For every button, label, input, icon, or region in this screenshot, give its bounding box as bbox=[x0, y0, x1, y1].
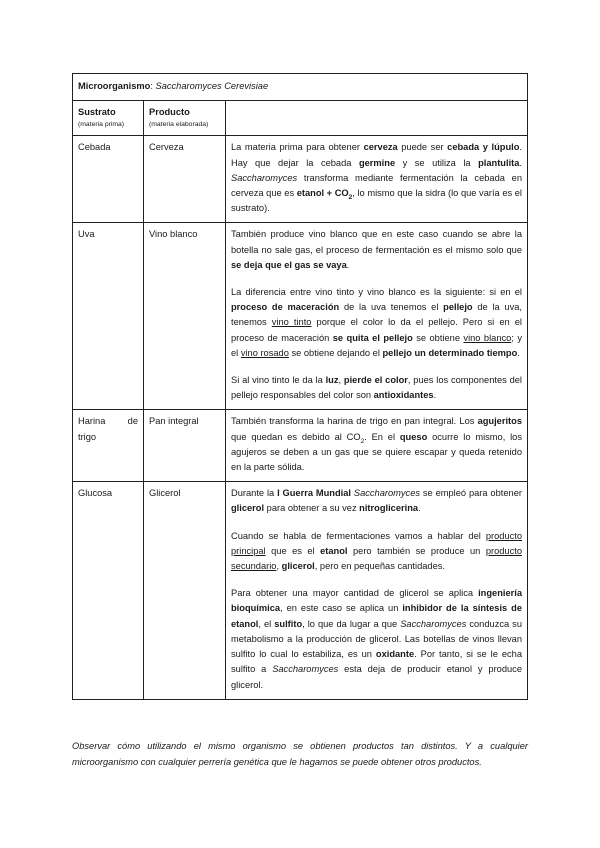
text-segment: vino blanco bbox=[463, 332, 512, 343]
text-segment: glicerol bbox=[231, 503, 265, 514]
text-segment: Saccharomyces bbox=[231, 172, 298, 183]
description-paragraph bbox=[231, 285, 522, 361]
description-paragraph bbox=[231, 373, 522, 403]
text-segment: . Hay que dejar la cebada bbox=[231, 142, 522, 168]
text-segment: producto principal bbox=[231, 530, 522, 556]
text-segment: pellejo bbox=[443, 302, 473, 313]
text-segment: I Guerra Mundial bbox=[277, 488, 351, 499]
text-segment: luz bbox=[325, 375, 339, 386]
text-segment: Saccharomyces bbox=[400, 618, 467, 629]
table-row bbox=[73, 410, 528, 482]
text-segment: pierde el color bbox=[343, 375, 408, 386]
text-segment: La diferencia entre vino tinto y vino blanco es la siguiente: si en el bbox=[231, 287, 522, 298]
description-cell bbox=[226, 410, 528, 482]
text-segment: se quita el pellejo bbox=[332, 332, 413, 343]
text-segment: . bbox=[346, 259, 350, 270]
title-separator: : bbox=[150, 81, 156, 91]
text-segment: Saccharomyces bbox=[272, 664, 339, 675]
text-segment: se obtiene dejando el bbox=[288, 347, 383, 358]
text-segment: producto secundario bbox=[231, 545, 522, 572]
text-segment: vino tinto bbox=[271, 317, 312, 328]
text-segment: . bbox=[517, 347, 520, 358]
description-paragraph bbox=[231, 486, 522, 516]
text-segment: Cuando se habla de fermentaciones vamos a hablar del bbox=[231, 530, 486, 541]
table-row bbox=[73, 482, 528, 699]
description-paragraph bbox=[231, 227, 522, 273]
text-segment: ocurre lo mismo, los agujeros se deben a un gas que se quiere escapar y queda retenido en la parte sólida. bbox=[231, 431, 522, 473]
text-segment: de la uva tenemos el bbox=[339, 302, 444, 313]
sustrato-cell: Harina de trigo bbox=[73, 410, 144, 482]
text-segment: Saccharomyces bbox=[353, 488, 421, 499]
header-description bbox=[226, 101, 528, 136]
producto-cell: Cerveza bbox=[144, 136, 226, 223]
text-segment: , el bbox=[258, 618, 275, 629]
text-segment: sulfito bbox=[274, 618, 303, 629]
text-segment: . Por tanto, si se le echa sulfito a bbox=[231, 649, 522, 675]
text-segment: se deja que el gas se vaya bbox=[231, 259, 347, 270]
sustrato-cell: Uva bbox=[73, 223, 144, 410]
text-segment: ; y el bbox=[231, 332, 522, 358]
text-segment: . bbox=[418, 503, 421, 514]
text-segment: , lo que da lugar a que bbox=[302, 618, 401, 629]
text-segment: puede ser bbox=[397, 142, 448, 153]
title-label: Microorganismo bbox=[78, 81, 151, 91]
text-segment: oxidante bbox=[375, 649, 415, 660]
description-paragraph bbox=[231, 529, 522, 575]
text-segment: glicerol bbox=[281, 561, 315, 572]
text-segment: etanol bbox=[320, 545, 348, 556]
header-producto-label: Producto bbox=[149, 107, 190, 118]
header-sustrato-sub: (materia prima) bbox=[78, 121, 125, 129]
text-segment: , lo mismo que la sidra (lo que varía es el sustrato). bbox=[231, 188, 522, 214]
text-segment: inhibidor de la síntesis de etanol bbox=[231, 603, 522, 629]
organism-name: Saccharomyces Cerevisiae bbox=[155, 81, 269, 91]
text-segment: , en este caso se aplica un bbox=[280, 603, 403, 614]
text-segment: , bbox=[276, 561, 282, 572]
header-sustrato bbox=[73, 101, 144, 136]
text-segment: . bbox=[433, 390, 437, 401]
text-segment: germine bbox=[358, 157, 396, 168]
text-segment: pero también se produce un bbox=[347, 545, 486, 556]
text-segment: , pues los componentes del pellejo responsables del color son bbox=[231, 375, 522, 401]
footer-note: Observar cómo utilizando el mismo organismo se obtienen productos tan distintos. Y a cualquier microorganismo con cualquier perrería genética que le hagamos se puede obtener otros productos. bbox=[72, 741, 528, 767]
text-segment: conduzca su metabolismo a la producción de glicerol. Las botellas de vinos llevan sulfito lo cual lo estabiliza, es un bbox=[231, 618, 522, 660]
description-cell bbox=[226, 136, 528, 223]
text-segment: se obtiene bbox=[412, 332, 464, 343]
text-segment: Para obtener una mayor cantidad de glicerol se aplica bbox=[231, 588, 479, 599]
header-producto bbox=[144, 101, 226, 136]
table-row bbox=[73, 223, 528, 410]
description-paragraph bbox=[231, 586, 522, 692]
text-segment: agujeritos bbox=[477, 416, 522, 427]
text-segment: Durante la bbox=[231, 488, 278, 499]
text-segment: nitroglicerina bbox=[359, 503, 419, 514]
table-body bbox=[73, 136, 528, 699]
text-segment: vino rosado bbox=[240, 347, 289, 358]
sustrato-cell: Cebada bbox=[73, 136, 144, 223]
text-segment: , pero en pequeñas cantidades. bbox=[314, 561, 445, 572]
sustrato-cell: Glucosa bbox=[73, 482, 144, 699]
text-segment: esta deja de producir etanol y produce glicerol. bbox=[231, 664, 522, 690]
description-cell bbox=[226, 482, 528, 699]
text-segment: de la uva, tenemos bbox=[231, 302, 523, 328]
description-paragraph bbox=[231, 414, 522, 475]
title-row bbox=[73, 74, 528, 101]
text-segment: 2 bbox=[348, 193, 353, 201]
text-segment: que es el bbox=[265, 545, 321, 556]
table-row bbox=[73, 136, 528, 223]
producto-cell: Pan integral bbox=[144, 410, 226, 482]
text-segment: porque el color lo da el pellejo. Pero si en el proceso de maceración bbox=[231, 317, 522, 343]
text-segment: . bbox=[519, 157, 523, 168]
text-segment: También produce vino blanco que en este caso cuando se abre la botella no sale gas, el proceso de fermentación es el mismo solo que bbox=[231, 229, 522, 255]
text-segment: cebada y lúpulo bbox=[447, 142, 520, 153]
text-segment: proceso de maceración bbox=[231, 302, 340, 313]
description-cell bbox=[226, 223, 528, 410]
text-segment: cerveza bbox=[363, 142, 398, 153]
description-paragraph bbox=[231, 140, 522, 216]
header-sustrato-label: Sustrato bbox=[78, 107, 116, 118]
text-segment: . En el bbox=[364, 431, 400, 442]
text-segment: queso bbox=[399, 431, 428, 442]
organism-table bbox=[72, 73, 528, 700]
text-segment: que quedan es debido al CO bbox=[231, 431, 361, 442]
text-segment: se empleó para obtener bbox=[420, 488, 522, 499]
title-cell bbox=[73, 74, 528, 101]
producto-cell: Glicerol bbox=[144, 482, 226, 699]
text-segment: , bbox=[338, 375, 344, 386]
text-segment: Si al vino tinto le da la bbox=[231, 375, 326, 386]
text-segment: etanol + CO bbox=[296, 188, 349, 199]
text-segment: y se utiliza la bbox=[395, 157, 479, 168]
header-row bbox=[73, 101, 528, 136]
producto-cell: Vino blanco bbox=[144, 223, 226, 410]
text-segment: La materia prima para obtener bbox=[231, 142, 364, 153]
text-segment: ingeniería bioquímica bbox=[231, 588, 522, 614]
text-segment: pellejo un determinado tiempo bbox=[382, 347, 518, 358]
text-segment: plantulita bbox=[478, 157, 520, 168]
text-segment: 2 bbox=[360, 437, 365, 445]
text-segment: transforma mediante fermentación la cebada en cerveza que es bbox=[231, 172, 522, 199]
header-producto-sub: (materia elaborada) bbox=[149, 121, 209, 129]
text-segment: También transforma la harina de trigo en pan integral. Los bbox=[231, 416, 478, 427]
text-segment: para obtener a su vez bbox=[264, 503, 360, 514]
text-segment: antioxidantes bbox=[373, 390, 434, 401]
